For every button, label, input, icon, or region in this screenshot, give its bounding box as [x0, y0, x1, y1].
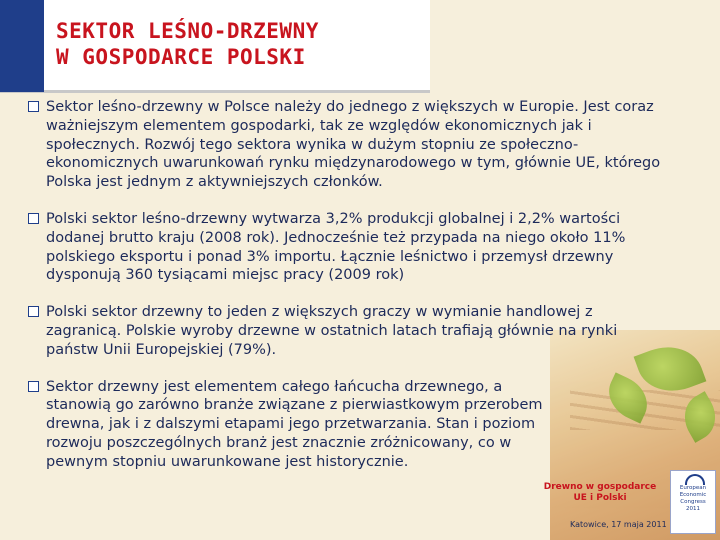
- event-caption-line-1: Drewno w gospodarce: [543, 482, 657, 492]
- logo-text-line-3: Congress: [680, 499, 706, 505]
- checkbox-bullet-icon: [28, 213, 39, 224]
- bullet-text: Polski sektor drzewny to jeden z większych graczy w wymianie handlowej z zagranicą. Polskie wyroby drzewne w ostatnich latach trafiają głównie na rynki państw Unii Europejskiej (79%).: [46, 304, 618, 358]
- bullet-item: [26, 303, 666, 359]
- slide-title-line-1: SEKTOR LEŚNO-DRZEWNY: [56, 19, 319, 43]
- bullet-text: Sektor drzewny jest elementem całego łańcucha drzewnego, a stanowią go zarówno branże związane z pierwiastkowym przerobem drewna, jak i z dalszymi etapami jego przetwarzania. Stan i poziom rozwoju poszczególnych branż jest znacznie zróżnicowany, co w pewnym stopniu uwarunkowane jest historycznie.: [46, 378, 543, 470]
- event-date: Katowice, 17 maja 2011: [570, 520, 667, 529]
- logo-text-line-2: Economic: [679, 492, 707, 498]
- european-economic-congress-logo: [670, 470, 716, 534]
- bullet-item: [26, 378, 566, 472]
- bullet-text: Sektor leśno-drzewny w Polsce należy do jednego z większych w Europie. Jest coraz ważniejszym elementem gospodarki, tak ze względów ekonomicznych jak i społecznych. Rozwój tego sektora wynika w dużym stopniu ze społeczno-ekonomicznych uwarunkowań rynku międzynarodowego w tym, głównie UE, którego Polska jest jednym z aktywniejszych członków.: [46, 99, 661, 191]
- event-caption-line-2: UE i Polski: [573, 493, 627, 503]
- event-caption: [540, 482, 660, 504]
- checkbox-bullet-icon: [28, 381, 39, 392]
- bullet-list: [26, 98, 666, 490]
- logo-text-line-4: 2011: [686, 506, 700, 512]
- logo-arc-icon: [685, 474, 705, 485]
- slide-title-line-2: W GOSPODARCE POLSKI: [56, 45, 306, 69]
- bullet-item: [26, 98, 666, 192]
- bullet-text: Polski sektor leśno-drzewny wytwarza 3,2% produkcji globalnej i 2,2% wartości dodanej brutto kraju (2008 rok). Jednocześnie też przypada na niego około 11% polskiego eksportu i ponad 3% importu. Łącznie leśnictwo i przemysł drzewny dysponują 360 tysiącami miejsc pracy (2009 rok): [46, 210, 626, 284]
- slide-title: [56, 18, 319, 70]
- bullet-item: [26, 210, 666, 285]
- title-accent-bar: [0, 0, 44, 92]
- checkbox-bullet-icon: [28, 101, 39, 112]
- checkbox-bullet-icon: [28, 306, 39, 317]
- logo-text-line-1: European: [679, 485, 707, 491]
